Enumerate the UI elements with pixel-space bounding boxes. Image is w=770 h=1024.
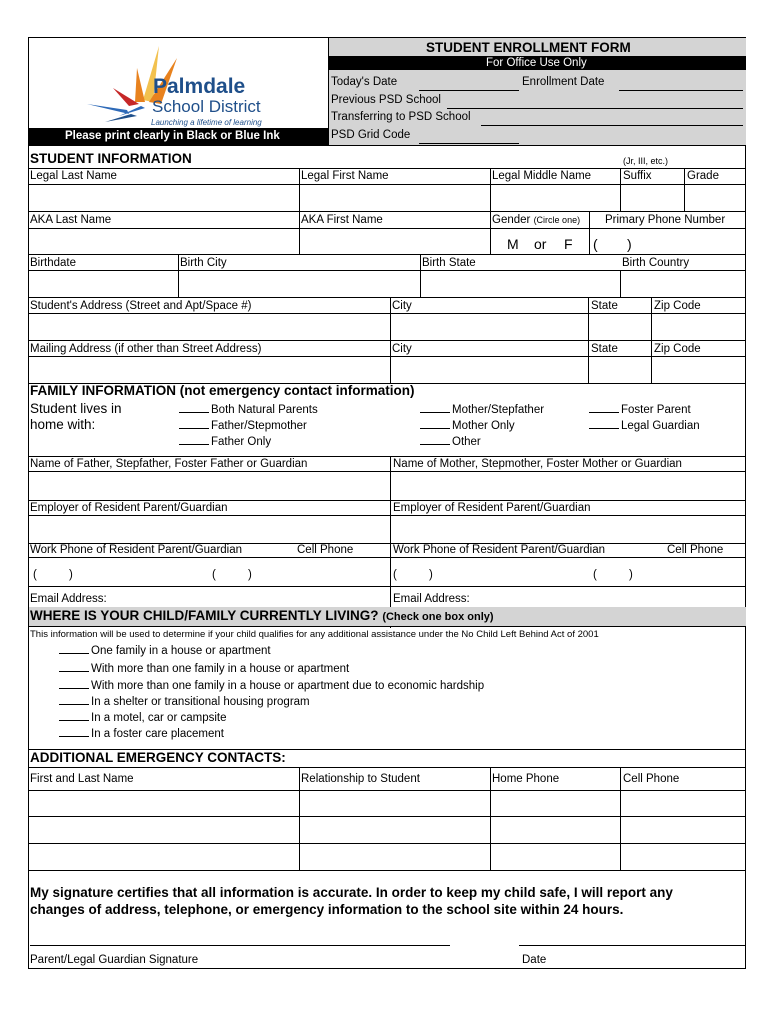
form-title: STUDENT ENROLLMENT FORM [426, 40, 631, 55]
address-label: Student's Address (Street and Apt/Space #) [30, 300, 252, 312]
email-input-1[interactable] [119, 590, 387, 606]
living-info: This information will be used to determine if your child qualifies for any additional assistance under the No Child Left Behind Act of 2001 [30, 629, 599, 640]
enrollment-date-label: Enrollment Date [522, 76, 605, 88]
emergency-section-title: ADDITIONAL EMERGENCY CONTACTS: [30, 750, 286, 765]
aka-first-label: AKA First Name [301, 214, 383, 226]
mailing-state-input[interactable] [589, 357, 650, 382]
cell-phone-label-1: Cell Phone [297, 544, 354, 556]
living-option-6[interactable]: In a foster care placement [59, 727, 224, 741]
option-father-stepmother[interactable]: Father/Stepmother [179, 419, 307, 433]
living-section-title: WHERE IS YOUR CHILD/FAMILY CURRENTLY LIVING? (Check one box only) [30, 608, 494, 623]
suffix-hint: (Jr, III, etc.) [623, 156, 669, 166]
legal-middle-label: Legal Middle Name [492, 170, 592, 182]
signature-statement: My signature certifies that all information is accurate. In order to keep my child safe, I will report any changes of address, telephone, or emergency information to the school site within 24 hours. [30, 885, 673, 917]
lives-with-line2: home with: [30, 417, 96, 432]
grid-code-label: PSD Grid Code [331, 129, 411, 141]
aka-first-input[interactable] [300, 229, 489, 253]
signature-line[interactable] [30, 945, 450, 946]
work-paren-close-1: ) [69, 569, 73, 581]
emergency-row-1[interactable] [30, 791, 745, 815]
legal-last-label: Legal Last Name [30, 170, 117, 182]
gender-label: Gender (Circle one) [492, 214, 581, 226]
lives-with-line1: Student lives in [30, 401, 122, 416]
zip-label: Zip Code [654, 300, 701, 312]
email-label-2: Email Address: [393, 593, 470, 605]
option-both-natural[interactable]: Both Natural Parents [179, 403, 318, 417]
option-mother-stepfather[interactable]: Mother/Stepfather [420, 403, 544, 417]
option-father-only[interactable]: Father Only [179, 435, 271, 449]
logo-name-2: School District [152, 97, 261, 116]
mailing-zip-input[interactable] [652, 357, 745, 382]
living-option-4[interactable]: In a shelter or transitional housing program [59, 695, 310, 709]
aka-last-input[interactable] [30, 229, 298, 253]
home-phone-label: Home Phone [492, 773, 560, 785]
primary-phone-input[interactable] [637, 229, 745, 253]
mailing-city-label: City [392, 343, 412, 355]
mailing-city-input[interactable] [391, 357, 587, 382]
enrollment-form [28, 37, 746, 969]
mailing-zip-label: Zip Code [654, 343, 701, 355]
contact-cell-label: Cell Phone [623, 773, 680, 785]
legal-first-input[interactable] [300, 185, 489, 210]
suffix-label: Suffix [623, 170, 652, 182]
state-label: State [591, 300, 618, 312]
family-section-title: FAMILY INFORMATION (not emergency contact information) [30, 383, 415, 398]
gender-or: or [534, 236, 547, 252]
cell-phone-label-2: Cell Phone [667, 544, 724, 556]
employer-input-1[interactable] [30, 516, 389, 542]
birthdate-label: Birthdate [30, 257, 77, 269]
city-label: City [392, 300, 412, 312]
phone-paren-close: ) [627, 236, 632, 252]
relationship-label: Relationship to Student [301, 773, 420, 785]
father-name-input[interactable] [30, 472, 389, 499]
living-option-1[interactable]: One family in a house or apartment [59, 644, 271, 658]
cell-paren-open-2: ( [593, 569, 597, 581]
cell-paren-open-1: ( [212, 569, 216, 581]
work-paren-open-2: ( [393, 569, 397, 581]
state-input[interactable] [589, 314, 650, 339]
employer-input-2[interactable] [391, 516, 745, 542]
option-mother-only[interactable]: Mother Only [420, 419, 515, 433]
work-paren-open-1: ( [33, 569, 37, 581]
legal-first-label: Legal First Name [301, 170, 389, 182]
birth-state-input[interactable] [421, 271, 619, 296]
employer-label-2: Employer of Resident Parent/Guardian [393, 502, 591, 514]
logo-tagline: Launching a lifetime of learning [151, 118, 262, 127]
email-input-2[interactable] [481, 590, 743, 606]
birth-city-input[interactable] [179, 271, 419, 296]
logo-name-1: Palmdale [153, 75, 246, 98]
phone-paren-open: ( [593, 236, 598, 252]
date-line[interactable] [519, 945, 746, 946]
grade-input[interactable] [685, 185, 745, 210]
mailing-label: Mailing Address (if other than Street Address) [30, 343, 262, 355]
parent-signature-label: Parent/Legal Guardian Signature [30, 954, 199, 966]
legal-middle-input[interactable] [491, 185, 619, 210]
cell-paren-close-1: ) [248, 569, 252, 581]
previous-school-label: Previous PSD School [331, 94, 441, 106]
address-input[interactable] [30, 314, 389, 339]
suffix-input[interactable] [621, 185, 683, 210]
contact-name-label: First and Last Name [30, 773, 134, 785]
father-name-label: Name of Father, Stepfather, Foster Father or Guardian [30, 458, 308, 470]
mailing-input[interactable] [30, 357, 389, 382]
birth-city-label: Birth City [180, 257, 227, 269]
student-section-title: STUDENT INFORMATION [30, 151, 192, 166]
mother-name-input[interactable] [391, 472, 745, 499]
birthdate-input[interactable] [30, 271, 177, 296]
birth-country-label: Birth Country [622, 257, 690, 269]
option-legal-guardian[interactable]: Legal Guardian [589, 419, 700, 433]
primary-phone-label: Primary Phone Number [605, 214, 726, 226]
gender-f[interactable]: F [564, 236, 573, 252]
gender-m[interactable]: M [507, 236, 519, 252]
office-use-label: For Office Use Only [486, 57, 587, 69]
aka-last-label: AKA Last Name [30, 214, 112, 226]
mailing-state-label: State [591, 343, 618, 355]
work-phone-label-1: Work Phone of Resident Parent/Guardian [30, 544, 243, 556]
work-paren-close-2: ) [429, 569, 433, 581]
emergency-row-2[interactable] [30, 817, 745, 842]
option-foster-parent[interactable]: Foster Parent [589, 403, 691, 417]
cell-paren-close-2: ) [629, 569, 633, 581]
date-label: Date [522, 954, 547, 966]
print-note: Please print clearly in Black or Blue Ink [65, 130, 280, 142]
employer-label-1: Employer of Resident Parent/Guardian [30, 502, 228, 514]
mother-name-label: Name of Mother, Stepmother, Foster Mother or Guardian [393, 458, 682, 470]
legal-last-input[interactable] [30, 185, 298, 210]
birth-state-label: Birth State [422, 257, 476, 269]
living-option-5[interactable]: In a motel, car or campsite [59, 711, 227, 725]
city-input[interactable] [391, 314, 587, 339]
transferring-to-label: Transferring to PSD School [331, 111, 471, 123]
living-option-3[interactable]: With more than one family in a house or apartment due to economic hardship [59, 679, 484, 693]
option-other[interactable]: Other [420, 435, 481, 449]
grade-label: Grade [687, 170, 719, 182]
living-option-2[interactable]: With more than one family in a house or apartment [59, 662, 349, 676]
email-label-1: Email Address: [30, 593, 107, 605]
zip-input[interactable] [652, 314, 745, 339]
todays-date-label: Today's Date [331, 76, 398, 88]
emergency-row-3[interactable] [30, 844, 745, 869]
birth-country-input[interactable] [621, 271, 745, 296]
work-phone-label-2: Work Phone of Resident Parent/Guardian [393, 544, 606, 556]
